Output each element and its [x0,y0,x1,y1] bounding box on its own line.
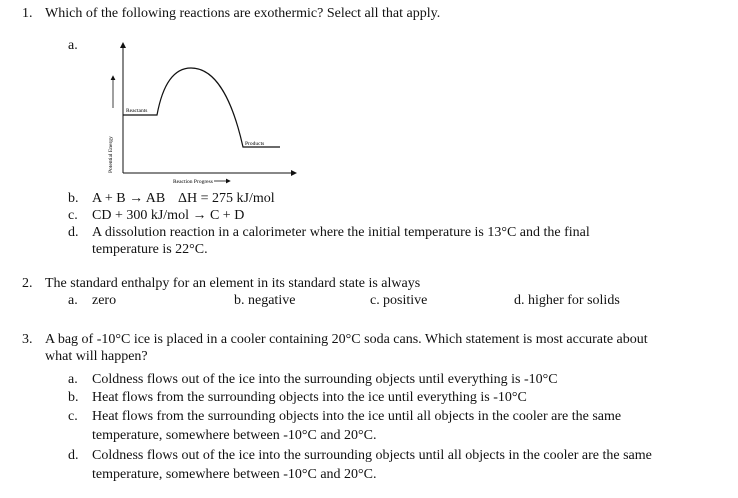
option-text: negative [248,293,296,308]
question-text: A bag of -10°C ice is placed in a cooler containing 20°C soda cans. Which statement is most accurate about [45,332,648,347]
x-axis-label: Reaction Progress [173,179,213,185]
option-label: d. [68,225,79,240]
question-text-cont: what will happen? [45,349,148,364]
question-number: 1. [22,6,33,21]
option-label: b. [234,293,245,308]
question-text: The standard enthalpy for an element in its standard state is always [45,276,421,291]
option-text: higher for solids [528,293,620,308]
option-text-cont: temperature is 22°C. [92,242,208,257]
question-text: Which of the following reactions are exothermic? Select all that apply. [45,6,441,21]
option-label: c. [68,409,78,424]
option-text: positive [383,293,428,308]
y-axis-label: Potential Energy [108,136,114,173]
option-text: A + B → AB [92,191,166,206]
option-text: Heat flows from the surrounding objects into the ice until everything is -10°C [92,390,527,405]
option-label: c. [68,208,78,223]
energy-diagram [100,38,310,188]
option-text: Coldness flows out of the ice into the surrounding objects until everything is -10°C [92,372,558,387]
products-label: Products [245,141,265,147]
option-label: b. [68,191,79,206]
option-label: d. [514,293,525,308]
option-label: b. [68,390,79,405]
option-text-cont: temperature, somewhere between -10°C and 20°C. [92,428,377,443]
option-text: zero [92,293,117,308]
option-text-cont: temperature, somewhere between -10°C and 20°C. [92,467,377,482]
question-number: 2. [22,276,33,291]
option-label: a. [68,293,78,308]
option-text: Heat flows from the surrounding objects into the ice until all objects in the cooler are the same [92,409,622,424]
option-text: CD + 300 kJ/mol → C + D [92,208,245,223]
option-text: Coldness flows out of the ice into the surrounding objects until all objects in the cooler are the same [92,448,652,463]
option-label: a. [68,38,78,53]
enthalpy-value: ΔH = 275 kJ/mol [178,191,275,206]
option-label: a. [68,372,78,387]
option-label: d. [68,448,79,463]
option-label: c. [370,293,380,308]
option-text: A dissolution reaction in a calorimeter where the initial temperature is 13°C and the final [92,225,590,240]
question-number: 3. [22,332,33,347]
reactants-label: Reactants [126,108,148,114]
